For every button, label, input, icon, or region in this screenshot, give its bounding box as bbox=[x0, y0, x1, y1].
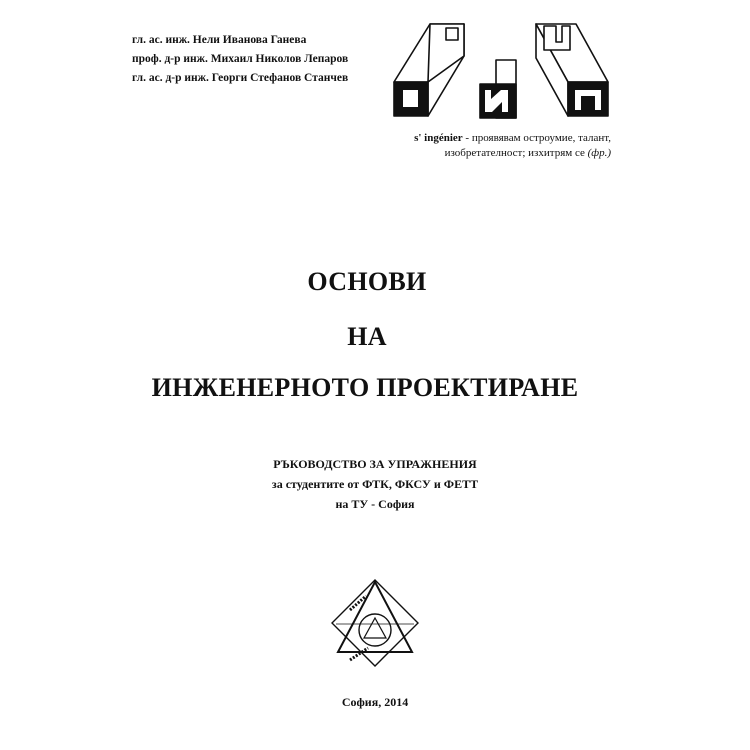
motto-term: s' ingénier bbox=[414, 132, 463, 144]
motto-definition-2: изобретателност; изхитрям се bbox=[444, 147, 585, 159]
logo-letter-i-icon bbox=[480, 60, 516, 118]
oip-logo bbox=[384, 20, 616, 128]
motto-definition-1: проявявам остроумие, талант, bbox=[471, 132, 611, 144]
author-1: гл. ас. инж. Нели Иванова Ганева bbox=[132, 34, 307, 46]
subtitle-block bbox=[0, 454, 750, 514]
subtitle-line-1: РЪКОВОДСТВО ЗА УПРАЖНЕНИЯ bbox=[273, 457, 477, 471]
footer-place-year: София, 2014 bbox=[341, 695, 409, 709]
subtitle-line-3: на ТУ - София bbox=[335, 497, 415, 511]
title-line-1: ОСНОВИ bbox=[307, 267, 427, 296]
logo-letter-p-icon bbox=[536, 24, 608, 116]
author-3: гл. ас. д-р инж. Георги Стефанов Станчев bbox=[132, 72, 349, 84]
title-line-2: НА bbox=[347, 322, 387, 351]
logo-letter-o-icon bbox=[394, 24, 464, 116]
triangle-emblem-icon bbox=[328, 576, 422, 670]
motto-separator: - bbox=[462, 132, 472, 144]
motto bbox=[380, 131, 611, 161]
motto-lang: (фр.) bbox=[587, 147, 611, 159]
motto-line-2 bbox=[380, 146, 611, 161]
authors-block bbox=[132, 31, 348, 88]
title-line-3: ИНЖЕНЕРНОТО ПРОЕКТИРАНЕ bbox=[151, 373, 579, 402]
subtitle-line-2: за студентите от ФТК, ФКСУ и ФЕТТ bbox=[271, 477, 479, 491]
motto-line-1 bbox=[380, 131, 611, 146]
author-2: проф. д-р инж. Михаил Николов Лепаров bbox=[132, 53, 349, 65]
